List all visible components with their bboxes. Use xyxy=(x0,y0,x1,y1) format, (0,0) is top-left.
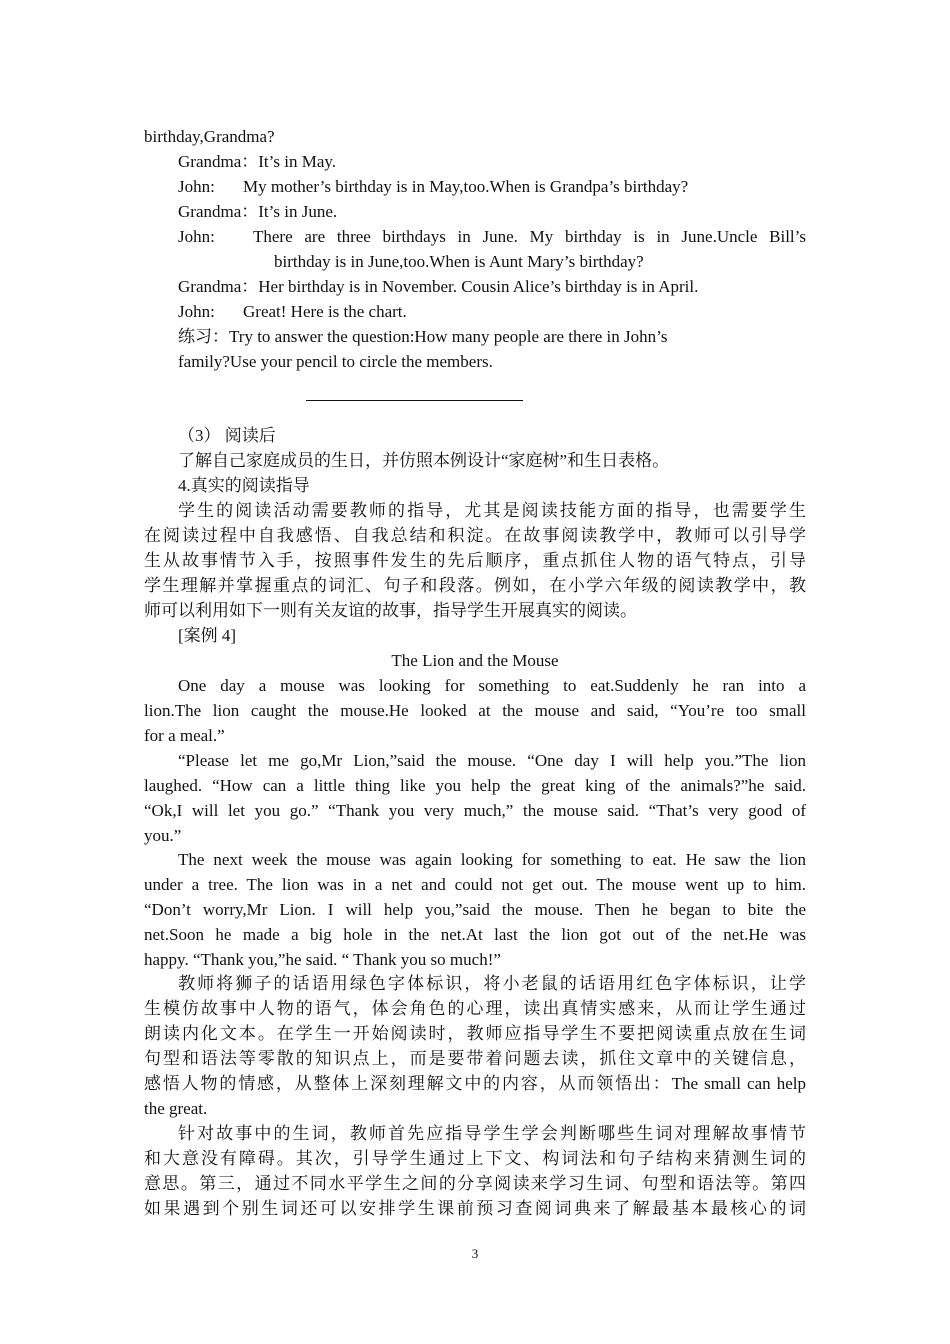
story-line: under a tree. The lion was in a net and could not get out. The mouse went up to him. xyxy=(144,875,806,894)
paragraph-line: 在阅读过程中自我感悟、自我总结和积淀。在故事阅读教学中，教师可以引导学 xyxy=(144,526,806,545)
paragraph-line: 针对故事中的生词，教师首先应指导学生学会判断哪些生词对理解故事情节 xyxy=(178,1124,806,1143)
dialogue-line xyxy=(178,150,336,174)
utterance: It’s in June. xyxy=(258,202,338,221)
dialogue-line xyxy=(178,175,688,199)
paragraph-line: 如果遇到个别生词还可以安排学生课前预习查阅词典来了解最基本最核心的词 xyxy=(144,1199,806,1218)
paragraph-line: 生模仿故事中人物的语气，体会角色的心理，读出真情实感来，从而让学生通过 xyxy=(144,999,806,1018)
utterance: Great! Here is the chart. xyxy=(243,302,407,321)
story-line: “Please let me go,Mr Lion,”said the mouse. “One day I will help you.”The lion xyxy=(178,751,806,770)
utterance: It’s in May. xyxy=(258,152,337,171)
dialogue-line xyxy=(178,300,407,324)
page-number: 3 xyxy=(471,1246,479,1261)
dialogue-line: birthday,Grandma? xyxy=(144,127,275,146)
utterance: My mother’s birthday is in May,too.When is Grandpa’s birthday? xyxy=(243,177,689,196)
story-line: net.Soon he made a big hole in the net.At last the lion got out of the net.He was xyxy=(144,925,806,944)
utterance: There are three birthdays in June. My birthday is in June.Uncle Bill’s xyxy=(253,227,806,246)
exercise-line: 练习：Try to answer the question:How many people are there in John’s xyxy=(178,327,668,346)
story-title: The Lion and the Mouse xyxy=(391,651,559,670)
paragraph-line: 感悟人物的情感，从整体上深刻理解文中的内容，从而领悟出：The small can help xyxy=(144,1074,806,1093)
paragraph-line: 生从故事情节入手，按照事件发生的先后顺序，重点抓住人物的语气特点，引导 xyxy=(144,551,806,570)
story-line: happy. “Thank you,”he said. “ Thank you so much!” xyxy=(144,950,501,969)
utterance: Her birthday is in November. Cousin Alice’s birthday is in April. xyxy=(258,277,699,296)
exercise-line: family?Use your pencil to circle the members. xyxy=(178,352,493,371)
story-line: The next week the mouse was again looking for something to eat. He saw the lion xyxy=(178,850,806,869)
dialogue-line xyxy=(178,275,698,299)
story-line: “Ok,I will let you go.” “Thank you very much,” the mouse said. “That’s very good of xyxy=(144,801,806,820)
speaker: John: xyxy=(178,302,215,321)
paragraph-line: 朗读内化文本。在学生一开始阅读时，教师应指导学生不要把阅读重点放在生词 xyxy=(144,1024,806,1043)
paragraph-line: the great. xyxy=(144,1099,208,1118)
paragraph-line: 师可以利用如下一则有关友谊的故事，指导学生开展真实的阅读。 xyxy=(144,601,637,620)
dialogue-line xyxy=(178,225,806,249)
speaker: Grandma： xyxy=(178,202,259,221)
paragraph-line: 句型和语法等零散的知识点上，而是要带着问题去读，抓住文章中的关键信息， xyxy=(144,1049,806,1068)
dialogue-line: birthday is in June,too.When is Aunt Mary’s birthday? xyxy=(274,252,644,271)
paragraph-line: 意思。第三，通过不同水平学生之间的分享阅读来学习生词、句型和语法等。第四 xyxy=(144,1174,806,1193)
paragraph-line: 学生的阅读活动需要教师的指导，尤其是阅读技能方面的指导，也需要学生 xyxy=(178,501,806,520)
paragraph-line: 了解自己家庭成员的生日，并仿照本例设计“家庭树”和生日表格。 xyxy=(178,451,670,470)
answer-blank-line xyxy=(306,400,523,401)
paragraph-line: 和大意没有障碍。其次，引导学生通过上下文、构词法和句子结构来猜测生词的 xyxy=(144,1149,806,1168)
story-line: “Don’t worry,Mr Lion. I will help you,”said the mouse. Then he began to bite the xyxy=(144,900,806,919)
dialogue-line xyxy=(178,200,337,224)
speaker: Grandma： xyxy=(178,277,259,296)
section-heading: 4.真实的阅读指导 xyxy=(178,476,310,495)
story-line: lion.The lion caught the mouse.He looked at the mouse and said, “You’re too small xyxy=(144,701,806,720)
speaker: John: xyxy=(178,227,215,246)
story-line: One day a mouse was looking for something to eat.Suddenly he ran into a xyxy=(178,676,806,695)
paragraph-line: 学生理解并掌握重点的词汇、句子和段落。例如，在小学六年级的阅读教学中，教 xyxy=(144,576,806,595)
story-line: for a meal.” xyxy=(144,726,225,745)
story-line: laughed. “How can a little thing like you help the great king of the animals?”he said. xyxy=(144,776,806,795)
paragraph-line: 教师将狮子的话语用绿色字体标识，将小老鼠的话语用红色字体标识，让学 xyxy=(178,974,806,993)
section-heading: （3） 阅读后 xyxy=(178,426,276,445)
speaker: John: xyxy=(178,177,215,196)
story-line: you.” xyxy=(144,826,182,845)
speaker: Grandma： xyxy=(178,152,259,171)
case-label: [案例 4] xyxy=(178,626,237,645)
